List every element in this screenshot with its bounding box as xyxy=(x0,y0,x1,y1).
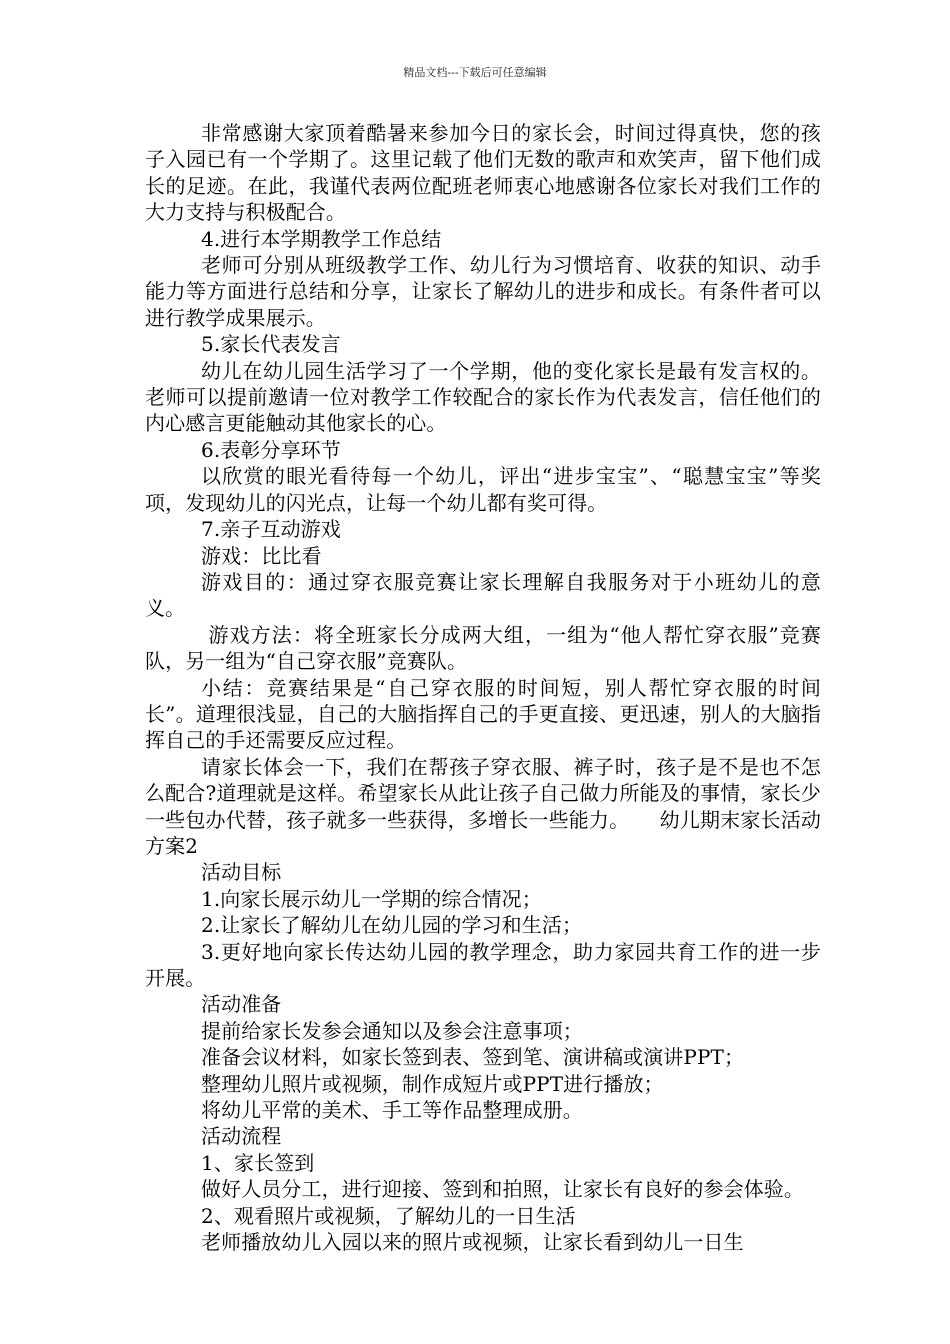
paragraph: 游戏方法：将全班家长分成两大组，一组为“他人帮忙穿衣服”竞赛队，另一组为“自己穿衣服”竞赛队。 xyxy=(145,622,821,674)
paragraph: 非常感谢大家顶着酷暑来参加今日的家长会，时间过得真快，您的孩子入园已有一个学期了。这里记载了他们无数的歌声和欢笑声，留下他们成长的足迹。在此，我谨代表两位配班老师衷心地感谢各位家长对我们工作的大力支持与积极配合。 xyxy=(145,121,821,225)
section-heading: 活动目标 xyxy=(201,860,282,885)
section-heading: 1、家长签到 xyxy=(201,1150,315,1175)
paragraph: 老师可分别从班级教学工作、幼儿行为习惯培育、收获的知识、动手能力等方面进行总结和分享，让家长了解幼儿的进步和成长。有条件者可以进行教学成果展示。 xyxy=(145,253,821,330)
section-heading: 6.表彰分享环节 xyxy=(201,437,341,462)
section-heading: 7.亲子互动游戏 xyxy=(201,517,341,542)
list-item: 准备会议材料，如家长签到表、签到笔、演讲稿或演讲PPT； xyxy=(201,1045,745,1070)
paragraph: 游戏：比比看 xyxy=(201,543,322,568)
list-item: 3.更好地向家长传达幼儿园的教学理念，助力家园共育工作的进一步开展。 xyxy=(145,939,821,990)
paragraph: 请家长体会一下，我们在帮孩子穿衣服、裤子时，孩子是不是也不怎么配合?道理就是这样。希望家长从此让孩子自己做力所能及的事情，家长少一些包办代替，孩子就多一些获得，多增长一些能力。 幼儿期末家长活动方案2 xyxy=(145,754,821,858)
paragraph: 小结：竞赛结果是“自己穿衣服的时间短，别人帮忙穿衣服的时间长”。道理很浅显，自己的大脑指挥自己的手更直接、更迅速，别人的大脑指挥自己的手还需要反应过程。 xyxy=(145,675,821,753)
paragraph: 做好人员分工，进行迎接、签到和拍照，让家长有良好的参会体验。 xyxy=(201,1177,804,1202)
list-item: 将幼儿平常的美术、手工等作品整理成册。 xyxy=(201,1098,583,1123)
list-item: 2.让家长了解幼儿在幼儿园的学习和生活； xyxy=(201,913,583,938)
list-item: 1.向家长展示幼儿一学期的综合情况； xyxy=(201,886,542,911)
section-heading: 5.家长代表发言 xyxy=(201,332,341,357)
paragraph: 幼儿在幼儿园生活学习了一个学期，他的变化家长是最有发言权的。老师可以提前邀请一位对教学工作较配合的家长作为代表发言，信任他们的内心感言更能触动其他家长的心。 xyxy=(145,358,821,436)
section-heading: 活动准备 xyxy=(201,992,282,1017)
section-heading: 4.进行本学期教学工作总结 xyxy=(201,226,442,251)
section-heading: 2、观看照片或视频，了解幼儿的一日生活 xyxy=(201,1203,576,1228)
document-body xyxy=(145,120,821,1255)
paragraph: 以欣赏的眼光看待每一个幼儿，评出“进步宝宝”、“聪慧宝宝”等奖项，发现幼儿的闪光点，让每一个幼儿都有奖可得。 xyxy=(145,464,821,515)
list-item: 整理幼儿照片或视频，制作成短片或PPT进行播放； xyxy=(201,1071,664,1096)
paragraph: 游戏目的：通过穿衣服竞赛让家长理解自我服务对于小班幼儿的意义。 xyxy=(145,569,821,621)
page-header: 精品文档---下载后可任意编辑 xyxy=(403,66,547,79)
list-item: 提前给家长发参会通知以及参会注意事项； xyxy=(201,1018,583,1043)
paragraph: 老师播放幼儿入园以来的照片或视频，让家长看到幼儿一日生 xyxy=(201,1230,744,1255)
section-heading: 活动流程 xyxy=(201,1124,282,1149)
